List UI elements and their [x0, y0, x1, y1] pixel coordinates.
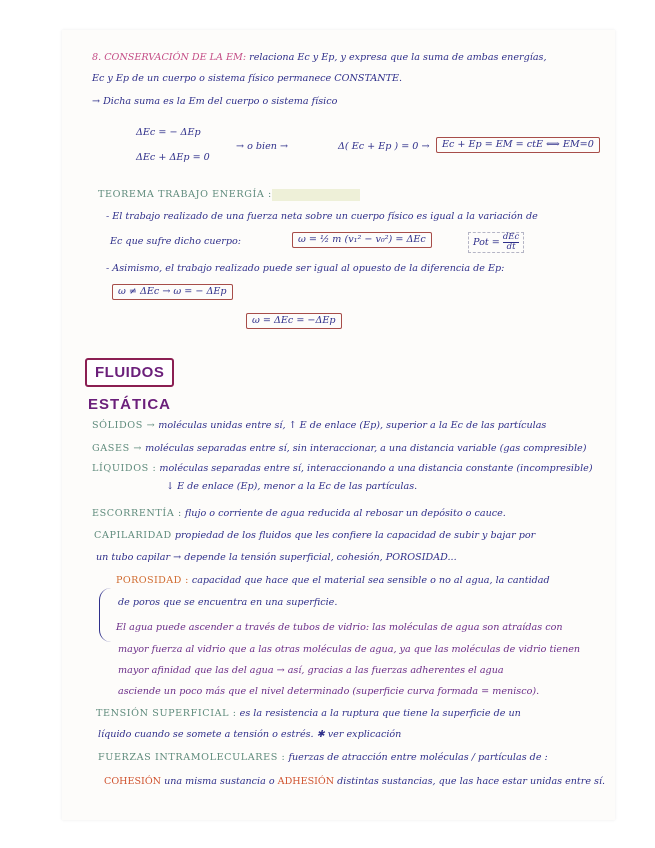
fuerzas-text: fuerzas de atracción entre moléculas / partículas de :	[288, 752, 548, 763]
porosidad-brace	[99, 588, 114, 642]
estatica-subtitle: ESTÁTICA	[88, 396, 171, 413]
cohesion-line	[104, 776, 605, 788]
fluidos-title: FLUIDOS	[85, 358, 174, 387]
gases-text: moléculas separadas entre sí, sin interaccionar, a una distancia variable (gas compresible)	[145, 443, 587, 454]
capilaridad-text-1: propiedad de los fluidos que les confiere la capacidad de subir y bajar por	[174, 530, 536, 541]
work-formula-box: ω = ½ m (v₁² − v₀²) = ΔEc	[292, 232, 432, 248]
capilaridad-line-1	[94, 530, 535, 542]
agua-line-1: El agua puede ascender a través de tubos de vidrio: las moléculas de agua son atraídas con	[116, 622, 563, 633]
porosidad-label: POROSIDAD :	[116, 575, 189, 586]
liquidos-line-1	[92, 463, 593, 475]
work-energy-bullet-1-line-1: - El trabajo realizado de una fuerza neta sobre un cuerpo físico es igual a la variación de	[106, 211, 538, 222]
equation-sum-zero: ΔEc + ΔEp = 0	[136, 152, 210, 163]
solidos-label: SÓLIDOS →	[92, 420, 156, 431]
energy-conservation-line-3: → Dicha suma es la Em del cuerpo o sistema físico	[92, 96, 338, 107]
tension-text-1: es la resistencia a la ruptura que tiene la superficie de un	[239, 708, 521, 719]
agua-line-3: mayor afinidad que las del agua → así, gracias a las fuerzas adherentes el agua	[118, 665, 504, 676]
final-work-energy-box: ω = ΔEc = −ΔEp	[246, 313, 342, 329]
capilaridad-line-2: un tubo capilar → depende la tensión superficial, cohesión, POROSIDAD...	[96, 552, 457, 563]
agua-line-4: asciende un poco más que el nivel determinado (superficie curva formada = menisco).	[118, 686, 540, 697]
highlighter-mark	[272, 189, 360, 201]
energy-conservation-line-1	[92, 52, 547, 64]
work-energy-theorem-heading: TEOREMA TRABAJO ENERGÍA :	[98, 189, 272, 200]
power-label: Pot =	[473, 237, 500, 248]
porosidad-line-1	[116, 575, 550, 587]
power-denominator: dt	[506, 242, 516, 252]
capilaridad-label: CAPILARIDAD	[94, 530, 172, 541]
agua-line-2: mayor fuerza al vidrio que a las otras moléculas de agua, ya que las moléculas de vidrio tienen	[118, 644, 581, 655]
solidos-line	[92, 420, 546, 432]
gases-label: GASES →	[92, 443, 143, 454]
energy-conservation-text: relaciona Ec y Ep, y expresa que la suma de ambas energías,	[249, 52, 547, 63]
adhesion-label: ADHESIÓN	[277, 776, 335, 787]
equation-delta-sum: Δ( Ec + Ep ) = 0 →	[338, 141, 430, 152]
porosidad-text-1: capacidad que hace que el material sea sensible o no al agua, la cantidad	[191, 575, 550, 586]
energy-conservation-heading: 8. CONSERVACIÓN DE LA EM:	[92, 52, 247, 63]
liquidos-text-2: ↓ E de enlace (Ep), menor a la Ec de las partículas.	[166, 481, 418, 492]
work-energy-bullet-2-line-1: - Asimismo, el trabajo realizado puede ser igual al opuesto de la diferencia de Ep:	[106, 263, 505, 274]
fuerzas-line	[98, 752, 548, 764]
equation-arrow-text: → o bien →	[236, 141, 289, 152]
equation-delta-ec: ΔEc = − ΔEp	[136, 127, 201, 138]
cohesion-text-b: distintas sustancias, que las hace estar unidas entre sí.	[337, 776, 606, 787]
boxed-mechanical-energy-equation: Ec + Ep = EM = ctE ⟺ EM=0	[436, 137, 600, 153]
cohesion-text-a: una misma sustancia o	[164, 776, 275, 787]
porosidad-line-2: de poros que se encuentra en una superficie.	[118, 597, 338, 608]
energy-conservation-line-2: Ec y Ep de un cuerpo o sistema físico permanece CONSTANTE.	[92, 73, 403, 84]
escorrentia-line	[92, 508, 506, 520]
tension-line-1	[96, 708, 521, 720]
liquidos-text-1: moléculas separadas entre sí, interaccionando a una distancia constante (incompresible)	[159, 463, 593, 474]
escorrentia-text: flujo o corriente de agua reducida al rebosar un depósito o cauce.	[184, 508, 506, 519]
work-potential-box: ω ≠ ΔEc → ω = − ΔEp	[112, 284, 233, 300]
gases-line	[92, 443, 586, 455]
tension-label: TENSIÓN SUPERFICIAL :	[96, 708, 237, 719]
cohesion-label: COHESIÓN	[104, 776, 162, 787]
power-numerator: dEc	[502, 232, 520, 242]
work-energy-bullet-1-line-2: Ec que sufre dicho cuerpo:	[110, 236, 241, 247]
liquidos-label: LÍQUIDOS :	[92, 463, 157, 474]
power-fraction	[503, 233, 519, 252]
solidos-text: moléculas unidas entre sí, ↑ E de enlace (Ep), superior a la Ec de las partículas	[158, 420, 547, 431]
fuerzas-label: FUERZAS INTRAMOLECULARES :	[98, 752, 286, 763]
power-formula-box	[468, 232, 524, 253]
tension-line-2: líquido cuando se somete a tensión o estrés. ✱ ver explicación	[98, 729, 402, 740]
escorrentia-label: ESCORRENTÍA :	[92, 508, 182, 519]
